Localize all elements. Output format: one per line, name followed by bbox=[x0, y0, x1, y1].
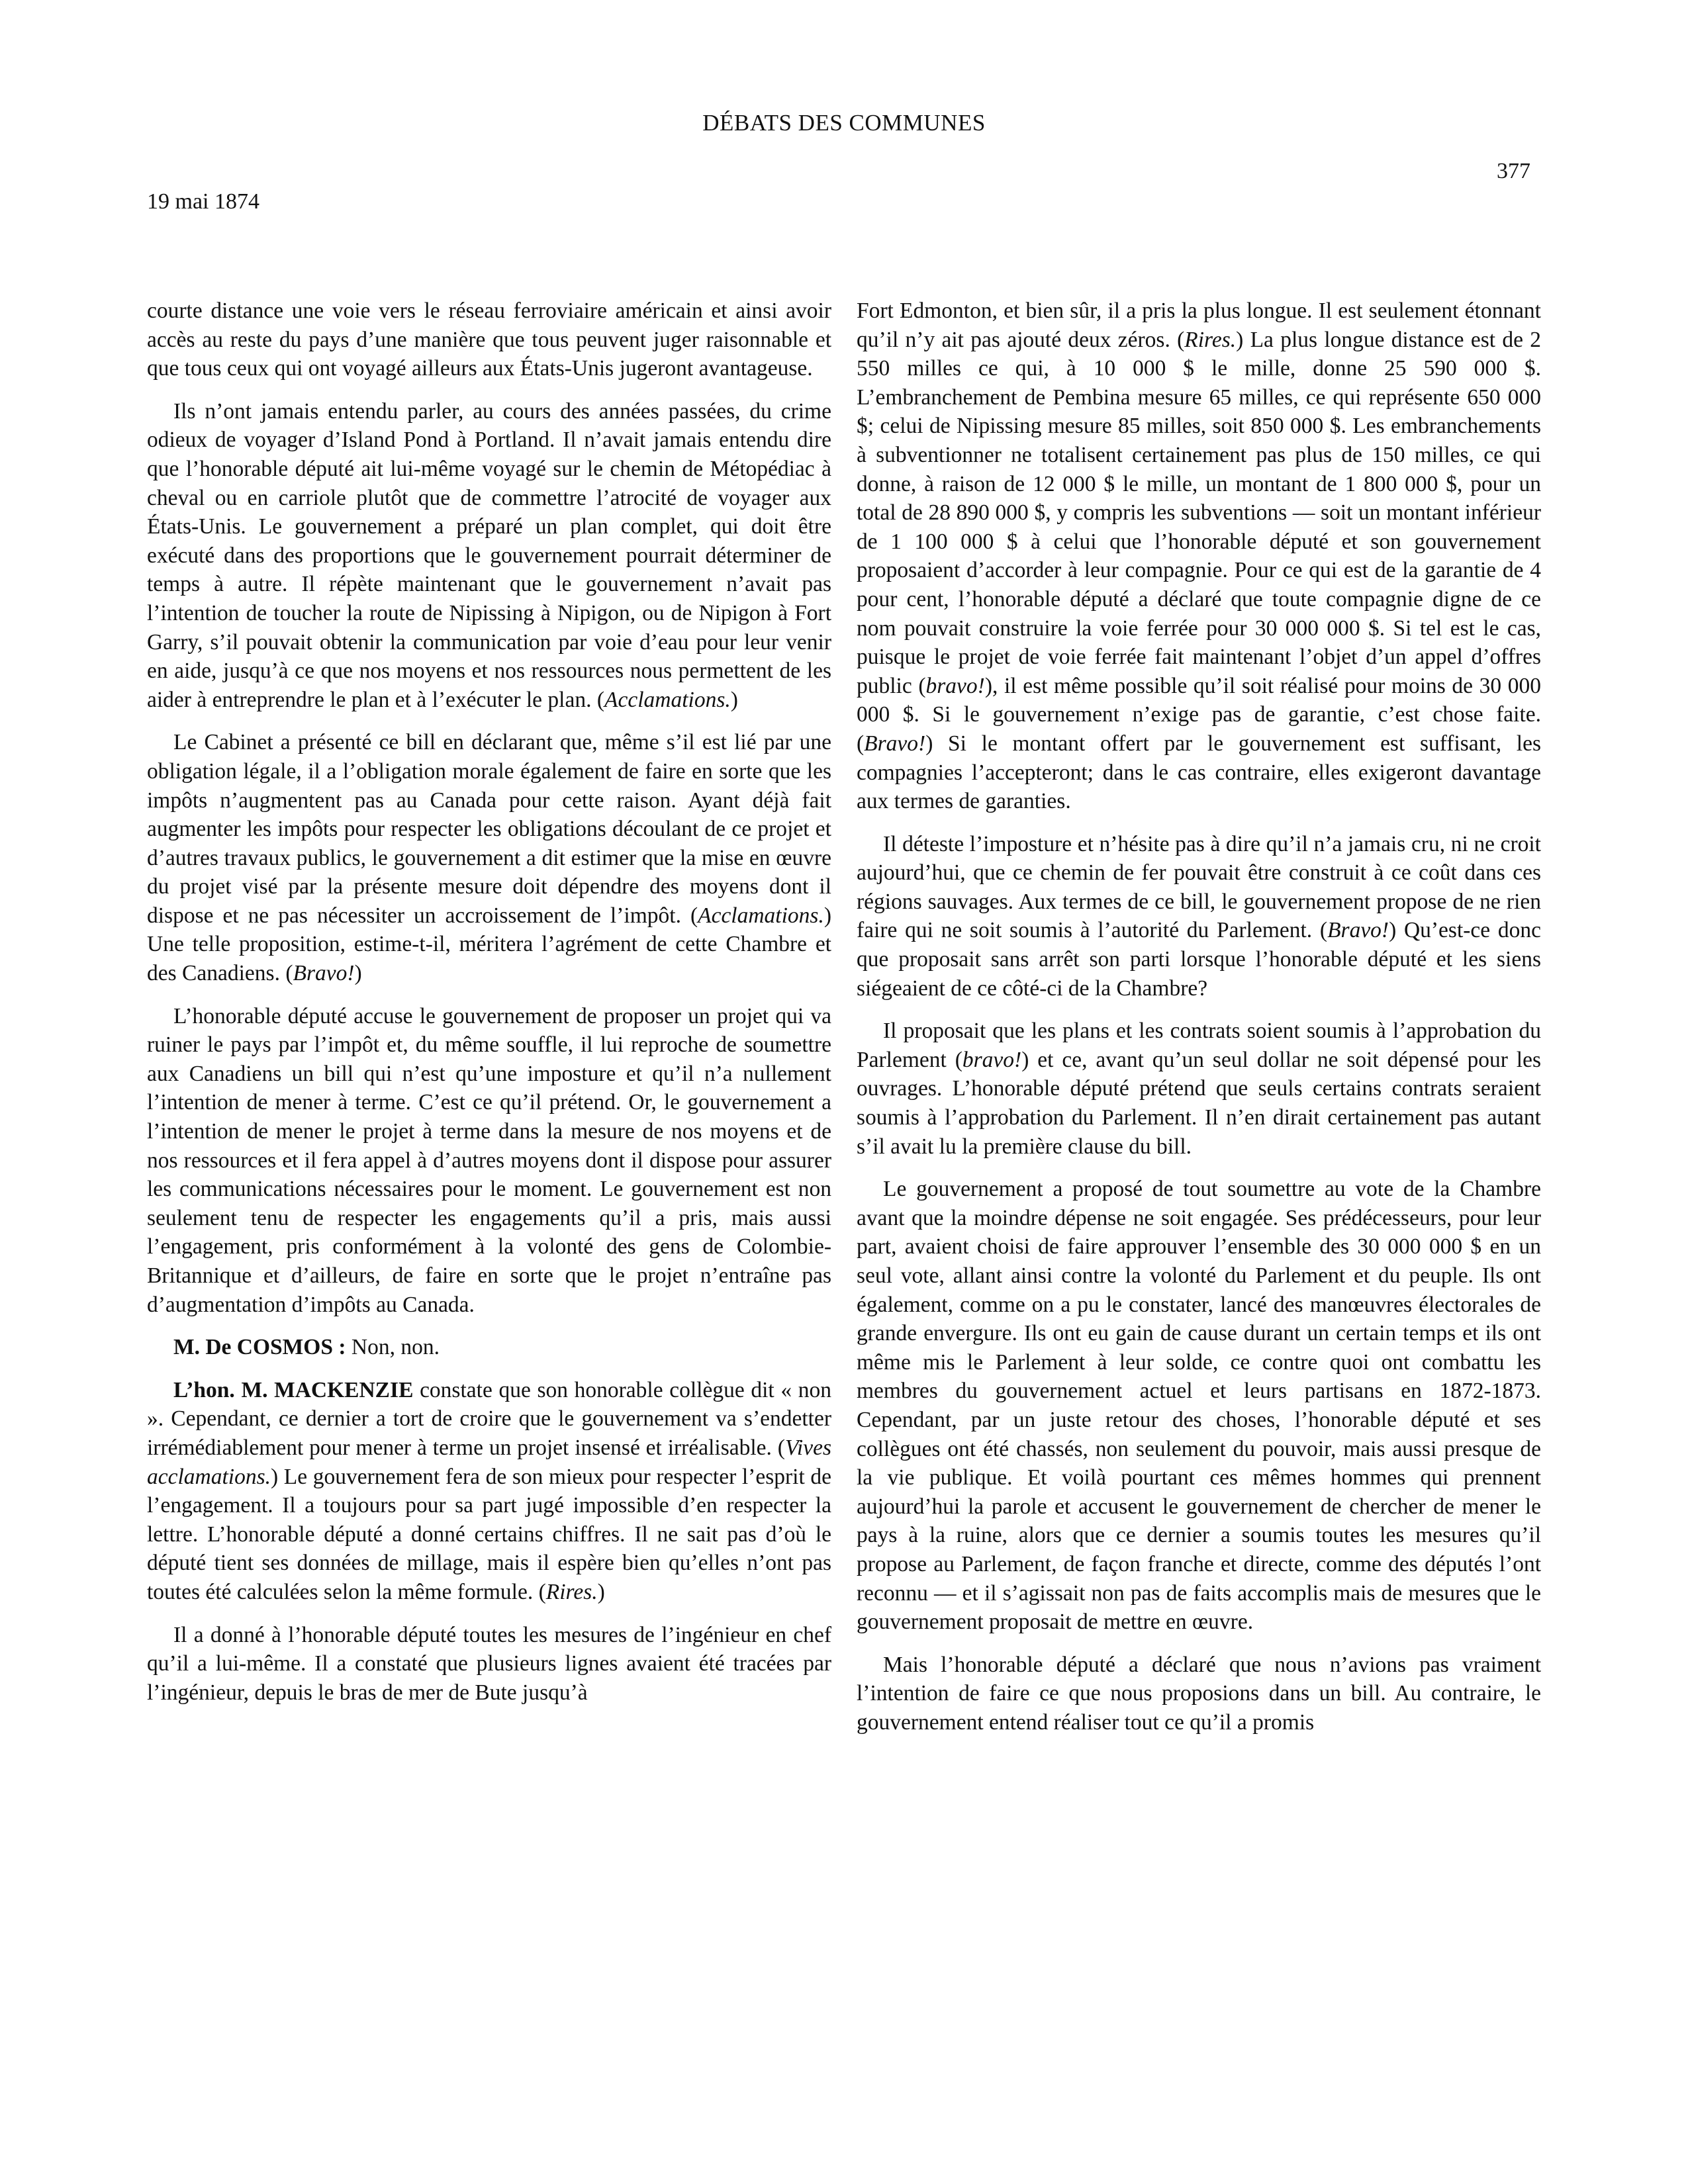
paragraph bbox=[147, 1621, 831, 1707]
paragraph-text: Mais l’honorable député a déclaré que nous n’avions pas vraiment l’intention de faire ce que nous proposions dans un bill. Au contraire, le gouvernement entend réaliser tout ce qu’il a promis bbox=[857, 1652, 1541, 1735]
running-header: DÉBATS DES COMMUNES bbox=[702, 110, 986, 136]
paragraph bbox=[147, 728, 831, 987]
paragraph bbox=[857, 1651, 1541, 1737]
italic-text: Acclamations. bbox=[604, 687, 731, 712]
sitting-date: 19 mai 1874 bbox=[147, 189, 259, 214]
italic-text: Rires. bbox=[545, 1579, 598, 1604]
paragraph-text: ) bbox=[354, 961, 362, 986]
italic-text: Bravo! bbox=[1327, 918, 1389, 943]
paragraph-text: constate que son honorable collègue dit « non ». Cependant, ce dernier a tort de croire que le gouvernement va s’endetter irrémédiablement pour mener à terme un projet insensé et irréalisable. ( bbox=[147, 1377, 831, 1460]
italic-text: bravo! bbox=[962, 1047, 1022, 1072]
paragraph bbox=[147, 1002, 831, 1320]
paragraph bbox=[147, 1333, 831, 1362]
paragraph-text: Fort Edmonton, et bien sûr, il a pris la plus longue. Il est seulement étonnant qu’il n’y ait pas ajouté deux zéros. ( bbox=[857, 298, 1541, 352]
italic-text: bravo! bbox=[925, 673, 985, 698]
paragraph bbox=[147, 1376, 831, 1607]
paragraph-text: ) Qu’est-ce donc que proposait sans arrêt son parti lorsque l’honorable député et les siens siégeaient de ce côté-ci de la Chambre? bbox=[857, 918, 1542, 1001]
paragraph-text: Il déteste l’imposture et n’hésite pas à dire qu’il n’a jamais cru, ni ne croit aujourd’hui, que ce chemin de fer pouvait être construit à ce coût dans ces régions sauvages. Aux termes de ce bill, le gouvernement propose de ne rien faire qui ne soit soumis à l’autorité du Parlement. ( bbox=[857, 831, 1541, 943]
paragraph-text: ) bbox=[730, 687, 738, 712]
right-column bbox=[857, 296, 1541, 1751]
paragraph bbox=[147, 397, 831, 715]
italic-text: Rires. bbox=[1184, 327, 1237, 352]
paragraph-text: L’honorable député accuse le gouvernement de proposer un projet qui va ruiner le pays par l’impôt et, du même souffle, il lui reproche de soumettre aux Canadiens un bill qui n’est qu’une imposture et qu’il n’a nullement l’intention de mener à terme. C’est ce qu’il prétend. Or, le gouvernement a l’intention de mener le projet à terme dans la mesure de nos moyens et de nos ressources et il fera appel à d’autres moyens dont il dispose pour assurer les communications nécessaires pour le moment. Le gouvernement est non seulement tenu de respecter les engagements qu’il a pris, mais aussi l’engagement, pris conformément à la volonté des gens de Colombie-Britannique et d’ailleurs, de faire en sorte que le projet n’entraîne pas d’augmentation d’impôts au Canada. bbox=[147, 1003, 831, 1317]
paragraph-text: ), il est même possible qu’il soit réalisé pour moins de 30 000 000 $. Si le gouvernement n’exige pas de garantie, c’est chose faite. ( bbox=[857, 673, 1542, 756]
paragraph-text: Il proposait que les plans et les contrats soient soumis à l’approbation du Parlement ( bbox=[857, 1019, 1541, 1072]
paragraph-text: Non, non. bbox=[346, 1335, 440, 1360]
paragraph bbox=[857, 830, 1541, 1003]
paragraph bbox=[857, 1017, 1541, 1161]
paragraph-text: Il a donné à l’honorable député toutes les mesures de l’ingénieur en chef qu’il a lui-même. Il a constaté que plusieurs lignes avaient été tracées par l’ingénieur, depuis le bras de mer de Bute jusqu’à bbox=[147, 1622, 831, 1705]
italic-text: Bravo! bbox=[864, 731, 926, 756]
paragraph-text: courte distance une voie vers le réseau ferroviaire américain et ainsi avoir accès au reste du pays d’une manière que tous peuvent juger raisonnable et que tous ceux qui ont voyagé ailleurs aux États-Unis jugeront avantageuse. bbox=[147, 298, 831, 381]
paragraph-text: ) La plus longue distance est de 2 550 milles ce qui, à 10 000 $ le mille, donne 25 590 000 $. L’embranchement de Pembina mesure 65 milles, ce qui représente 650 000 $; celui de Nipissing mesure 85 milles, soit 850 000 $. Les embranchements à subventionner ne totalisent certainement pas plus de 150 milles, ce qui donne, à raison de 12 000 $ le mille, un montant de 1 800 000 $, pour un total de 28 890 000 $, y compris les subventions — soit un montant inférieur de 1 100 000 $ à celui que l’honorable député et son gouvernement proposaient d’accorder à leur compagnie. Pour ce qui est de la garantie de 4 pour cent, l’honorable député a déclaré que toute compagnie digne de ce nom pouvait construire la voie ferrée pour 30 000 000 $. Si tel est le cas, puisque le projet de voie ferrée fait maintenant l’objet d’un appel d’offres public ( bbox=[857, 327, 1541, 698]
italic-text: Vives acclamations. bbox=[147, 1435, 831, 1489]
paragraph-text: ) Une telle proposition, estime-t-il, méritera l’agrément de cette Chambre et des Canadiens. ( bbox=[147, 903, 831, 986]
paragraph-text: ) Le gouvernement fera de son mieux pour respecter l’esprit de l’engagement. Il a toujours pour sa part jugé impossible d’en respecter la lettre. L’honorable député a donné certains chiffres. Il ne sait pas d’où le député tient ses données de millage, mais il espère bien qu’elles n’ont pas toutes été calculées selon la même formule. ( bbox=[147, 1464, 831, 1604]
paragraph bbox=[147, 296, 831, 383]
italic-text: Acclamations. bbox=[698, 903, 824, 928]
italic-text: Bravo! bbox=[293, 961, 355, 986]
paragraph-text: ) et ce, avant qu’un seul dollar ne soit dépensé pour les ouvrages. L’honorable député prétend que seuls certains contrats seraient soumis à l’approbation du Parlement. Il n’en dirait certainement pas autant s’il avait lu la première clause du bill. bbox=[857, 1047, 1541, 1159]
paragraph-text: ) bbox=[597, 1579, 605, 1604]
page-number: 377 bbox=[1497, 159, 1530, 183]
paragraph-text: Ils n’ont jamais entendu parler, au cours des années passées, du crime odieux de voyager d’Island Pond à Portland. Il n’avait jamais entendu dire que l’honorable député ait lui-même voyagé sur le chemin de Métopédiac à cheval ou en carriole plutôt que de commettre l’atrocité de voyager aux États-Unis. Le gouvernement a préparé un plan complet, qui doit être exécuté dans des proportions que le gouvernement pourrait déterminer de temps à autre. Il répète maintenant que le gouvernement n’avait pas l’intention de toucher la route de Nipissing à Nipigon, ou de Nipigon à Fort Garry, s’il pouvait obtenir la communication par voie d’eau pour leur venir en aide, jusqu’à ce que nos moyens et nos ressources nous permettent de les aider à entreprendre le plan et à l’exécuter le plan. ( bbox=[147, 398, 831, 712]
paragraph bbox=[857, 296, 1541, 816]
paragraph-text: Le Cabinet a présenté ce bill en déclarant que, même s’il est lié par une obligation légale, il a l’obligation morale également de faire en sorte que les impôts n’augmentent pas au Canada pour cette raison. Ayant déjà fait augmenter les impôts pour respecter les obligations découlant de ce projet et d’autres travaux publics, le gouvernement a dit estimer que la mise en œuvre du projet visé par la présente mesure doit dépendre des moyens dont il dispose et ne pas nécessiter un accroissement de l’impôt. ( bbox=[147, 730, 831, 928]
left-column bbox=[147, 296, 831, 1721]
paragraph bbox=[857, 1175, 1541, 1637]
paragraph-text: ) Si le montant offert par le gouvernement est suffisant, les compagnies l’accepteront; dans le cas contraire, elles exigeront davantage aux termes de garanties. bbox=[857, 731, 1541, 814]
speaker-name: M. De COSMOS : bbox=[173, 1335, 346, 1360]
speaker-name: L’hon. M. MACKENZIE bbox=[173, 1377, 414, 1402]
paragraph-text: Le gouvernement a proposé de tout soumettre au vote de la Chambre avant que la moindre dépense ne soit engagée. Ses prédécesseurs, pour leur part, avaient choisi de faire approuver l’ensemble des 30 000 000 $ en un seul vote, allant ainsi contre la volonté du Parlement et du peuple. Ils ont également, comme on a pu le constater, lancé des manœuvres électorales de grande envergure. Ils ont eu gain de cause durant un certain temps et ils ont même mis le Parlement à leur solde, ce contre quoi ont combattu les membres du gouvernement actuel et leurs partisans en 1872-1873. Cependant, par un juste retour des choses, l’honorable député et ses collègues ont été chassés, non seulement du pouvoir, mais aussi presque de la vie publique. Et voilà pourtant ces mêmes hommes qui prennent aujourd’hui la parole et accusent le gouvernement de chercher de mener le pays à la ruine, alors que ce dernier a soumis toutes les mesures qu’il propose au Parlement, de façon franche et directe, comme des députés l’ont reconnu — et il s’agissait non pas de faits accomplis mais de mesures que le gouvernement proposait de mettre en œuvre. bbox=[857, 1177, 1541, 1635]
